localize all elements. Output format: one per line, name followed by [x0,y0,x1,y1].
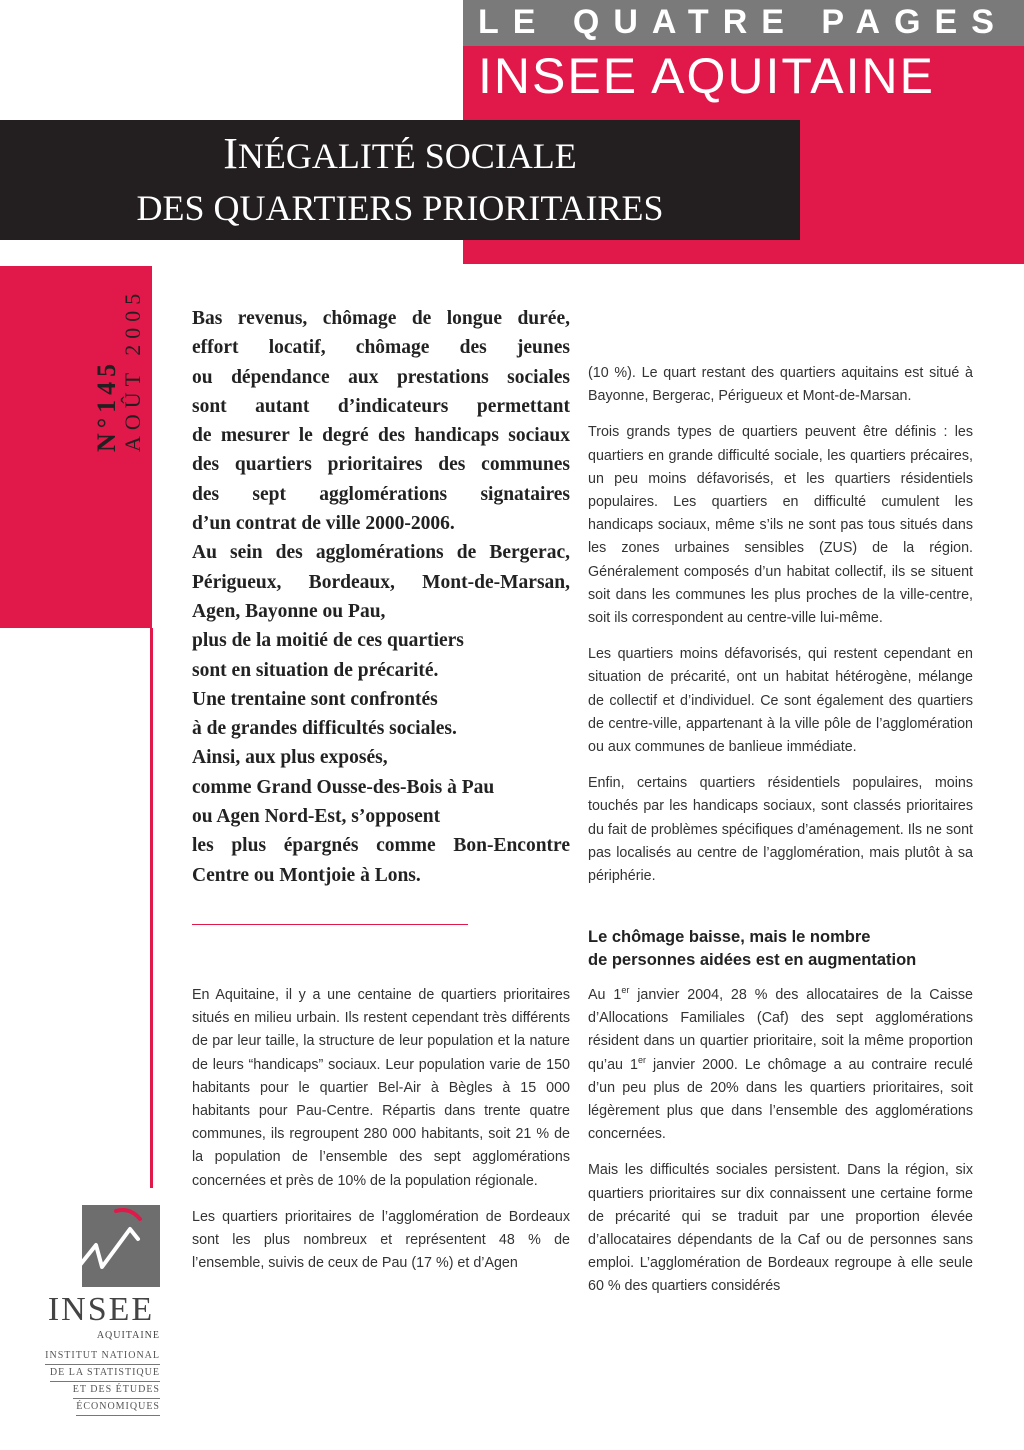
section-heading [588,926,973,972]
lead-line: des quartiers prioritaires des communes [192,454,570,476]
lead-line: ou Agen Nord-Est, s’opposent [192,806,441,828]
text-run: janvier 2000. Le chômage a au contraire reculé d’un peu plus de 20% dans les quartiers prioritaires, soit légèrement plus que dans l’ensemble des agglomérations concernées. [588,1056,973,1143]
logo-org-line: ET DES ÉTUDES [73,1382,160,1399]
lead-line: comme Grand Ousse-des-Bois à Pau [192,776,495,798]
lead-line: sont autant d’indicateurs permettant [192,395,570,417]
section-heading-line: Le chômage baisse, mais le nombre [588,928,871,946]
paragraph: Les quartiers prioritaires de l’agglomération de Bordeaux sont les plus nombreux et représentent 48 % de l’ensemble, suivis de ceux de Pau (17 %) et d’Agen [192,1208,570,1272]
paragraph: Mais les difficultés sociales persistent. Dans la région, six quartiers prioritaires sur dix connaissent une certaine forme de précarité qui se traduit par une proportion élevée d’allocataires dépendants de la Caf ou de personnes sans emploi. L’agglomération de Bordeaux regroupe à elle seule 60 % des quartiers considérés [588,1162,973,1295]
body-column-right-lower [588,984,973,1312]
lead-line: d’un contrat de ville 2000-2006. [192,513,455,535]
paragraph: (10 %). Le quart restant des quartiers aquitains est situé à Bayonne, Bergerac, Périgueux et Mont-de-Marsan. [588,365,973,405]
issue-date: AOÛT 2005 [120,287,145,452]
paragraph [588,984,973,1146]
brand-title: INSEE AQUITAINE [478,48,935,104]
title-initial: I [223,129,238,178]
logo-region: AQUITAINE [96,1330,160,1341]
body-column-left [192,984,570,1288]
logo-org-name [36,1348,160,1416]
lead-line: Une trentaine sont confrontés [192,688,438,710]
body-column-right [588,362,973,901]
lead-line: effort locatif, chômage des jeunes [192,337,570,359]
left-accent-rule [150,628,153,1188]
superscript: er [621,985,630,996]
paragraph: Les quartiers moins défavorisés, qui restent cependant en situation de précarité, ont un habitat hétérogène, mélange de collectif et d’individuel. Ce sont également des quartiers de centre-ville, appartenant à la ville pôle de l’agglomération ou aux communes de banlieue immédiate. [588,646,973,756]
title-line-2-text: DES QUARTIERS PRIORITAIRES [136,188,664,228]
paragraph: Enfin, certains quartiers résidentiels populaires, moins touchés par les handicaps sociaux, sont classés prioritaires du fait de problèmes spécifiques d’aménagement. Ils ne sont pas localisés au centre de l’agglomération, mais plutôt à sa périphérie. [588,775,973,885]
lead-line: à de grandes difficultés sociales. [192,718,457,740]
lead-line: Centre ou Montjoie à Lons. [192,864,421,886]
series-title: LE QUATRE PAGES [478,3,1008,41]
lead-line: de mesurer le degré des handicaps sociaux [192,425,570,447]
title-rest: NÉGALITÉ SOCIALE [237,136,577,176]
insee-logo-mark-icon [68,1205,168,1295]
lead-line: sont en situation de précarité. [192,659,439,681]
text-run: Au 1 [588,987,622,1003]
lead-line: Bas revenus, chômage de longue durée, [192,308,570,329]
lead-line: des sept agglomérations signataires [192,483,570,505]
lead-line: plus de la moitié de ces quartiers [192,630,464,652]
logo-org-line: INSTITUT NATIONAL [45,1348,160,1365]
logo-org-line: ÉCONOMIQUES [76,1399,160,1416]
page-title-line-1 [0,128,800,182]
lead-line: les plus épargnés comme Bon-Encontre [192,835,570,857]
lead-line: Au sein des agglomérations de Bergerac, [192,542,570,564]
lead-line: Ainsi, aux plus exposés, [192,747,388,769]
issue-number: N°145 [92,358,121,452]
superscript: er [637,1054,646,1065]
lead-line: Agen, Bayonne ou Pau, [192,600,386,622]
page-title-line-2 [0,180,800,234]
logo-wordmark: INSEE [47,1291,155,1328]
lead-paragraph [192,304,570,890]
section-heading-line: de personnes aidées est en augmentation [588,951,917,969]
lead-line: Périgueux, Bordeaux, Mont-de-Marsan, [192,571,570,593]
logo-org-line: DE LA STATISTIQUE [50,1365,160,1382]
paragraph: Trois grands types de quartiers peuvent être définis : les quartiers en grande difficulté sociale, les quartiers précaires, un peu moins défavorisés, et les quartiers résidentiels populaires. Les quartiers en difficulté cumulent les handicaps sociaux, même s’ils ne sont pas tous situés dans les zones urbaines sensibles (ZUS) de la région. Généralement composés d’un habitat collectif, ils se situent soit dans les communes les plus proches de la ville-centre, soit ils correspondent au centre-ville lui-même. [588,424,973,627]
paragraph: En Aquitaine, il y a une centaine de quartiers prioritaires situés en milieu urbain. Ils restent cependant très différents de par leur taille, la structure de leur population et la nature de leurs “handicaps” sociaux. Leur population varie de 150 habitants pour le quartier Bel-Air à Bègles à 15 000 habitants pour Pau-Centre. Répartis dans trente quatre communes, ils regroupent 280 000 habitants, soit 21 % de la population de l’ensemble des sept agglomérations concernées et près de 10% de la population régionale. [192,987,570,1189]
issue-label [94,272,154,472]
lead-line: ou dépendance aux prestations sociales [192,366,570,388]
lead-divider [192,924,468,925]
text-run: janvier 2004, 28 % des allocataires de la Caisse d’Allocations Familiales (Caf) des sept agglomérations résident dans un quartier prioritaire, soit la même proportion qu’au 1 [588,987,973,1073]
